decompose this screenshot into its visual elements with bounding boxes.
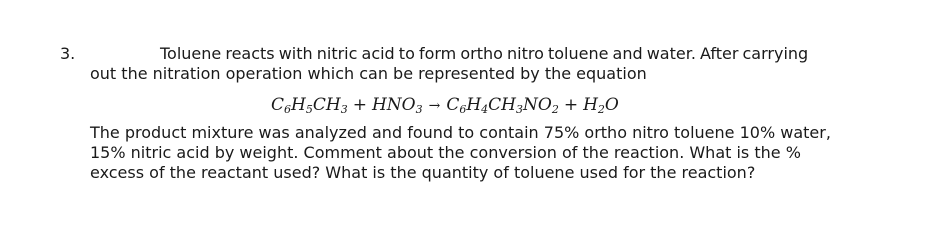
chemical-equation <box>271 94 619 117</box>
reaction-arrow: → <box>428 98 441 114</box>
question-body <box>90 123 880 183</box>
body-line-2: 15% nitric acid by weight. Comment about the conversion of the reaction. What is the % <box>90 143 801 162</box>
intro-line-2: out the nitration operation which can be represented by the equation <box>90 64 647 83</box>
body-line-3: excess of the reactant used? What is the quantity of toluene used for the reaction? <box>90 163 756 182</box>
question-intro <box>90 44 890 84</box>
plus-sign: + <box>563 95 579 115</box>
reactant-nitric-acid: $HNO_3$ <box>371 95 423 116</box>
question-number: 3. <box>60 44 76 63</box>
plus-sign: + <box>352 95 367 115</box>
body-line-1: The product mixture was analyzed and found to contain 75% ortho nitro toluene 10% water, <box>90 123 831 142</box>
product-ortho-nitrotoluene: $C_6H_4CH_3NO_2$ <box>446 95 559 116</box>
reactant-toluene: $C_6H_5CH_3$ <box>271 95 348 116</box>
product-water: $H_2O$ <box>583 95 619 116</box>
intro-line-1: Toluene reacts with nitric acid to form ortho nitro toluene and water. After carrying <box>160 44 809 63</box>
